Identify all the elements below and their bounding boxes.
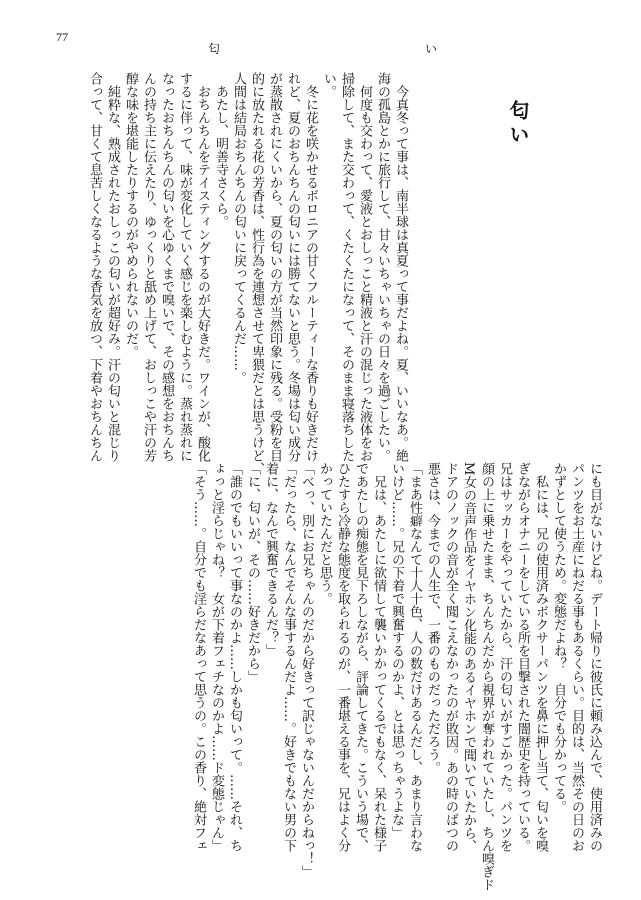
text-line: ぎながらオナニーをしている所を目撃された闇歴史を持っている。 [515, 462, 530, 852]
page-number: 77 [56, 30, 68, 44]
text-line: 合って、甘くて息苦しくなるような香気を放つ、下着やおちんちん [87, 72, 102, 462]
text-line: い。 [321, 72, 336, 98]
text-line: 着に、なんで興奮できるんだ？」 [263, 462, 278, 657]
text-line: 純粋な、熟成されたおしっこの匂いが超好み。汗の匂いと混じり [105, 72, 120, 462]
text-line: 冬に花を咲かせるボロニアの甘くフルーティーな香りも好きだけ [303, 72, 318, 462]
text-line: であたしの痴態を見下ろしながら、評論してきた。こういう場で、 [353, 462, 368, 852]
upper-text-block [85, 72, 409, 475]
text-line: ひたすら冷静な態度を取られるのが、一番堪える事を、兄はよく分 [335, 462, 350, 852]
text-line: れど、夏のおちんちんの匂いには勝てないと思う。冬場は匂い成分 [285, 72, 300, 462]
text-line: ドアのノックの音が全く聞こえなかったのが敗因。あの時のばつの [443, 462, 458, 852]
text-line: いけど……。兄の下着で興奮するのかよ、とは思っちゃうよな」 [389, 462, 404, 839]
lower-text-block [189, 462, 603, 891]
text-line: 兄は、あたしに欲情して襲いかかってくるでもなく、呆れた様子 [371, 462, 386, 852]
text-line: 顔の上に乗せたまま、ちんちんだから視界が奪われていたし、ちん嗅ぎド [479, 462, 494, 891]
text-line: 掃除して、また交わって、くたくたになって、そのまま寝落ちした [339, 72, 354, 462]
text-line: あたし、明善寺さくら。 [213, 72, 228, 228]
text-line: 今真冬って事は、南半球は真夏って事だよね。夏、いいなあ。絶 [393, 72, 408, 462]
text-line: 海の孤島とかに旅行して、甘々いちゃいちゃの日々を過ごしたい。 [375, 72, 390, 462]
text-line: なったおちんちんの匂いを心ゆくまで嗅いで、その感想をおちんち [159, 72, 174, 462]
text-line: おちんちんをテイスティングするのが大好きだ。ワインが、酸化 [195, 72, 210, 462]
text-line: んの持ち主に伝えたり、ゆっくりと舐め上げて、おしっこや汗の芳 [141, 72, 156, 462]
text-line: 「に、匂いが、その……好きだから」 [245, 462, 260, 683]
text-line: にも目がないけどね。デート帰りに彼氏に頼み込んで、使用済みの [587, 462, 602, 852]
text-line: 「まあ性癖なんて十人十色、人の数だけあるんだし、あまり言わな [407, 462, 422, 852]
text-line: かずとして使うため。変態だよね？ 自分でも分かってる。 [551, 462, 566, 813]
text-line: 何度も交わって、愛液とおしっこと精液と汗の混じった液体をお [357, 72, 372, 462]
text-line: M女の音声作品をイヤホン化能のあるイヤホンで聞いていたから、 [461, 462, 476, 853]
text-line: 「そう……。自分でも淫らだなあって思うの。この香り、絶対フェ [191, 462, 206, 852]
text-line: ょっと淫らじゃね？ 女が下着フェチなのかよ……ド変態じゃん」 [209, 462, 224, 852]
chapter-title: 匂い [506, 100, 530, 148]
text-line: 兄はサッカーをやっていたから、汗の匂いがすごかった。パンツを [497, 462, 512, 852]
text-line: 悪さは、今までの人生で、一番のものだっただろう。 [425, 462, 440, 774]
running-head-left: 匂 [208, 42, 221, 56]
text-line: 「べっ、別にお兄ちゃんのだから好きって訳じゃないんだからねっ！」 [299, 462, 314, 878]
text-line: 私には、兄の使用済みボクサーパンツを鼻に押し当て、匂いを嗅 [533, 462, 548, 852]
text-line: 的に放たれる花の芳香は、性行為を連想させて卑猥だとは思うけど、 [249, 72, 264, 475]
text-line: するに伴って、味が変化していく感じを楽しむように。蒸れ蒸れに [177, 72, 192, 462]
text-line: 「だったら、なんでそんな事するんだよ……。好きでもない男の下 [281, 462, 296, 852]
running-head-right: い [425, 42, 438, 56]
text-line: 人間は結局おちんちんの匂いに戻ってくるんだ……。 [231, 72, 246, 384]
text-line: 「誰のでもいいって事なのかよ……しかも匂いって。……それ、ち [227, 462, 242, 852]
text-line: が蒸散されにくいから、夏の匂いの方が当然印象に残る。受粉を目 [267, 72, 282, 462]
text-line: パンツをお土産にねだる事もあるくらい。目的は、当然その日のお [569, 462, 584, 852]
text-line: 醇な味を堪能したりするのがやめられないのだ。 [123, 72, 138, 358]
text-line: かっていたんだと思う。 [317, 462, 332, 605]
